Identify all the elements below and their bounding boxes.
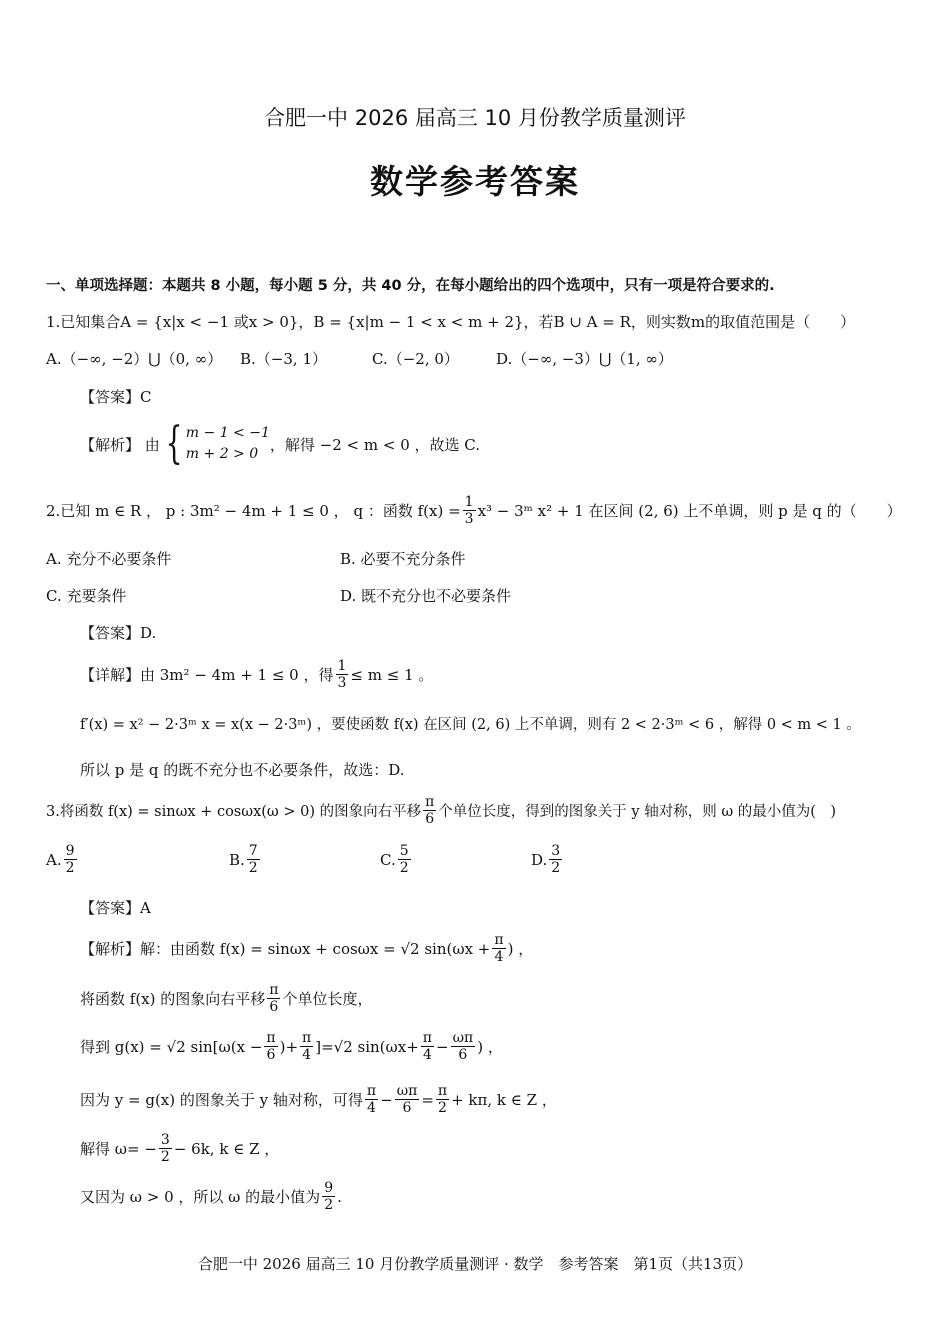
q2-conclusion: 所以 p 是 q 的既不充分也不必要条件，故选：D. [80,761,405,779]
q3-option-d-num: 3 [551,843,561,859]
q3-l4-minus: − [380,1090,393,1109]
q3-option-b-num: 7 [248,843,258,859]
q3-l4-fraction-2 [395,1083,420,1116]
q1-option-d: D.（−∞, −3）⋃（1, ∞） [496,350,673,368]
q3-analysis-line-3 [80,1030,503,1063]
q3-l3-minus: − [436,1037,449,1056]
q3-stem-part-2: 个单位长度，得到的图象关于 y 轴对称，则 ω 的最小值为( ) [438,804,837,821]
q1-option-a: A.（−∞, −2）⋃（0, ∞） [46,350,223,368]
q2-frac-num: 1 [464,494,474,510]
q3-l3-fraction-2 [300,1030,313,1063]
q3-l2-frac-num: π [269,982,279,998]
q1-analysis-result: ，解得 −2 < m < 0 ，故选 C. [269,435,480,454]
q3-option-c [380,843,413,876]
q3-l3-part-2: ) ， [477,1038,503,1057]
q3-option-c-fraction [398,843,411,876]
q3-option-b-fraction [247,843,260,876]
q2-option-c: C. 充要条件 [46,587,127,605]
q3-l4-part-2: + kπ, k ∈ Z ， [451,1091,557,1110]
q3-l2-part-1: 将函数 f(x) 的图象向右平移 [80,990,266,1009]
q3-option-a-den: 2 [65,860,75,877]
section-heading: 一、单项选择题：本题共 8 小题，每小题 5 分，共 40 分，在每小题给出的四个选项中，只有一项是符合要求的. [46,278,775,294]
q3-l4-f1-num: π [366,1083,377,1099]
q2-frac-den: 3 [464,511,474,528]
q3-l2-fraction [267,982,280,1015]
q3-l6-frac-den: 2 [324,1197,334,1214]
q3-l2-part-2: 个单位长度， [282,990,373,1009]
q1-answer: 【答案】C [80,388,152,406]
q3-l3-f3-den: 4 [422,1047,432,1064]
q3-l6-part-1: 又因为 ω > 0 ，所以 ω 的最小值为 [80,1188,321,1207]
q3-option-b-label: B. [229,850,245,869]
q3-l3-f2-num: π [302,1030,312,1046]
q3-option-d [531,843,564,876]
q3-l3-f4-num: ωπ [452,1030,474,1046]
q3-l5-part-2: − 6k, k ∈ Z ， [173,1140,280,1159]
q3-stem-frac-den: 6 [425,811,435,828]
q3-l4-f2-den: 6 [402,1100,412,1117]
q3-l4-fraction-1 [365,1083,378,1116]
q3-l4-eq: = [421,1090,434,1109]
q3-l4-f2-num: ωπ [396,1083,418,1099]
q3-l3-fraction-3 [421,1030,434,1063]
q3-l4-f1-den: 4 [367,1100,376,1117]
q2-stem-part-1: 2.已知 m ∈ R ， p : 3m² − 4m + 1 ≤ 0 ， q ：函数 f(x) = [46,502,461,521]
q2-stem [46,494,902,527]
q3-l3-f1-num: π [266,1030,276,1046]
q3-l3-fraction-4 [451,1030,476,1063]
q3-option-c-num: 5 [399,843,409,859]
q1-analysis-label: 【解析】 由 [80,435,160,454]
q3-stem [46,794,836,827]
q3-answer: 【答案】A [80,899,151,917]
page-footer: 合肥一中 2026 届高三 10 月份教学质量测评 · 数学 参考答案 第1页（共13页） [197,1255,753,1273]
q2-detail-frac-num: 1 [337,658,347,674]
q3-analysis-line-6 [80,1180,342,1213]
q1-stem: 1.已知集合A = {x|x < −1 或x > 0}，B = {x|m − 1 < x < m + 2}，若B ∪ A = R，则实数m的取值范围是（ ） [46,313,856,331]
q3-l4-f3-den: 2 [438,1100,447,1117]
q3-stem-fraction [423,794,436,827]
q3-l5-part-1: 解得 ω= − [80,1140,157,1159]
q2-detail-part-2: ≤ m ≤ 1 。 [350,666,434,685]
q3-l5-fraction [159,1132,172,1165]
left-brace-glyph: { [165,418,183,469]
q1-system-line-2: m + 2 > 0 [185,446,259,462]
q1-equation-system [160,418,270,469]
q1-system-line-1: m − 1 < −1 [185,425,270,441]
q3-l5-frac-den: 2 [160,1149,170,1166]
q3-l3-f4-den: 6 [458,1047,468,1064]
q3-option-b [229,843,262,876]
q3-l4-part-1: 因为 y = g(x) 的图象关于 y 轴对称，可得 [80,1091,363,1110]
q3-option-d-den: 2 [551,860,561,877]
q3-l5-frac-num: 3 [160,1132,170,1148]
q3-analysis-line-4 [80,1083,557,1116]
q3-l3-f2-den: 4 [302,1047,312,1064]
q3-l1-fraction [492,932,505,965]
q3-analysis-line-5 [80,1132,279,1165]
q1-option-c: C.（−2, 0） [372,350,459,368]
q1-option-b: B.（−3, 1） [240,350,327,368]
q3-l2-frac-den: 6 [269,999,279,1016]
q3-l3-f1-den: 6 [266,1047,276,1064]
q3-option-a-num: 9 [65,843,75,859]
q3-l4-f3-num: π [437,1083,448,1099]
q2-option-d: D. 既不充分也不必要条件 [340,587,512,605]
q3-l1-frac-den: 4 [494,949,504,966]
q3-l4-fraction-3 [436,1083,449,1116]
q3-l1-part-2: ) ， [507,940,534,959]
q2-detail-part-1: 【详解】由 3m² − 4m + 1 ≤ 0 ，得 [80,666,334,685]
q3-option-a-fraction [64,843,77,876]
q3-analysis-line-1 [80,932,533,965]
q2-detail-frac-den: 3 [337,675,347,692]
q3-analysis-line-2 [80,982,372,1015]
q3-l6-frac-num: 9 [324,1180,334,1196]
q3-option-c-label: C. [380,850,396,869]
q3-l1-part-1: 【解析】解：由函数 f(x) = sinωx + cosωx = √2 sin(ωx + [80,940,491,959]
q1-analysis [80,418,480,469]
q3-option-c-den: 2 [399,860,409,877]
q3-l6-fraction [322,1180,335,1213]
q2-detail [80,658,433,691]
q3-stem-frac-num: π [425,794,435,810]
q3-l3-fraction-1 [264,1030,277,1063]
q2-detail-fraction [336,658,349,691]
q3-option-b-den: 2 [248,860,258,877]
q2-stem-part-2: x³ − 3ᵐ x² + 1 在区间 (2, 6) 上不单调，则 p 是 q 的（ ） [477,502,902,521]
q3-option-d-fraction [549,843,562,876]
q2-option-a: A. 充分不必要条件 [46,550,172,568]
q3-l3-mid: )+ [279,1037,299,1056]
q3-l6-part-2: . [337,1187,342,1206]
q3-l1-frac-num: π [494,932,504,948]
q3-option-d-label: D. [531,850,548,869]
q3-stem-part-1: 3.将函数 f(x) = sinωx + cosωx(ω > 0) 的图象向右平移 [46,804,422,821]
q3-option-a [46,843,79,876]
q2-derivative: f′(x) = x² − 2·3ᵐ x = x(x − 2·3ᵐ) ，要使函数 f(x) 在区间 (2, 6) 上不单调，则有 2 < 2·3ᵐ < 6 ，解得 0 < m < 1 。 [80,717,861,733]
q2-option-b: B. 必要不充分条件 [340,550,466,568]
exam-title: 合肥一中 2026 届高三 10 月份教学质量测评 [264,106,686,130]
q3-l3-part-1: 得到 g(x) = √2 sin[ω(x − [80,1038,263,1057]
q3-l3-mid-2: ]=√2 sin(ωx+ [315,1037,419,1056]
q3-option-a-label: A. [46,850,62,869]
page-title: 数学参考答案 [370,162,580,201]
q2-fraction [463,494,476,527]
q2-answer: 【答案】D. [80,624,157,642]
q3-l3-f3-num: π [422,1030,432,1046]
